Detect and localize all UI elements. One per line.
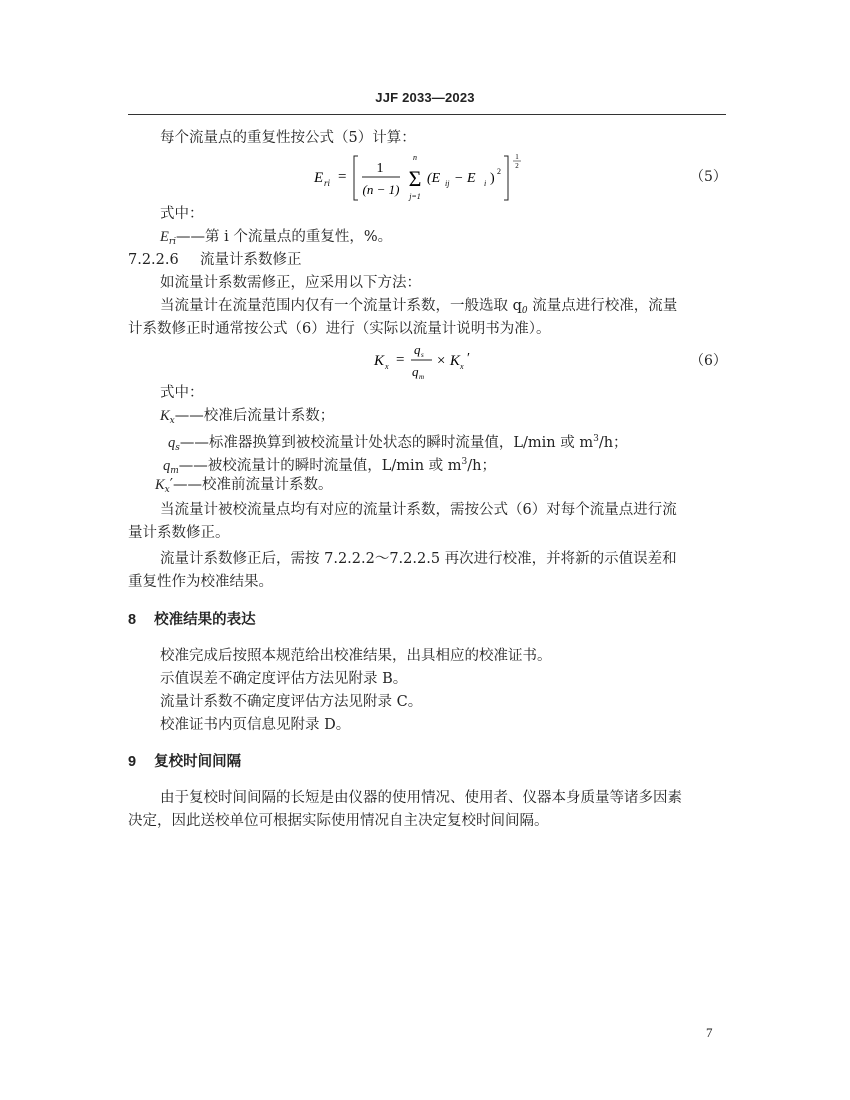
def-qm-var: q: [163, 458, 171, 474]
section-9-heading: [128, 752, 241, 772]
each-point-line1: 当流量计被校流量点均有对应的流量计系数，需按公式（6）对每个流量点进行流: [160, 502, 677, 518]
f5-term-close: ): [490, 171, 495, 186]
f6-times-K: × K: [436, 353, 460, 369]
s8-line-4: 校准证书内页信息见附录 D。: [160, 717, 351, 733]
section-9-number: 9: [128, 754, 137, 770]
single-coefficient-line1: [160, 296, 677, 321]
formula-5-number: （5）: [690, 169, 727, 185]
def-Kx-sub: x: [169, 416, 175, 426]
where-label-1: 式中：: [160, 206, 204, 222]
def-qs-tail: /h；: [598, 435, 628, 451]
definition-Kx-prime: [155, 475, 333, 500]
def-Kxp-var: K: [155, 477, 165, 493]
formula-6: [370, 338, 510, 384]
section-8-title: 校准结果的表达: [154, 612, 256, 628]
def-E-sub: ri: [168, 237, 177, 247]
single-coefficient-line2: 计系数修正时通常按公式（6）进行（实际以流量计说明书为准）。: [128, 321, 551, 337]
s8-line-2: 示值误差不确定度评估方法见附录 B。: [160, 671, 408, 687]
def-qm-sup: 3: [461, 457, 468, 467]
where-label-2: 式中：: [160, 385, 204, 401]
f5-outer-pow-num: 1: [515, 153, 519, 161]
f5-term-sub2: i: [484, 179, 487, 188]
formula-6-number: （6）: [690, 353, 727, 369]
f6-equals: =: [396, 352, 405, 368]
s9-line-1: 由于复校时间间隔的长短是由仪器的使用情况、使用者、仪器本身质量等诸多因素: [160, 790, 682, 806]
f6-num-sub: s: [421, 351, 424, 359]
s9-line-2: 决定，因此送校单位可根据实际使用情况自主决定复校时间间隔。: [128, 813, 549, 829]
f5-sum-top: n: [413, 153, 417, 162]
f6-den: q: [412, 364, 419, 379]
f5-sigma: Σ: [408, 166, 422, 191]
header-rule: [128, 114, 726, 115]
running-header: JJF 2033—2023: [375, 90, 475, 105]
def-qm-sub: m: [170, 466, 179, 476]
modify-intro: 如流量计系数需修正，应采用以下方法：: [160, 275, 421, 291]
f5-term-mid: − E: [454, 171, 476, 186]
f5-term-sub1: ij: [445, 179, 450, 188]
section-9-title: 复校时间间隔: [154, 754, 242, 770]
f5-lhs: E: [314, 170, 324, 186]
single-line1-sub: 0: [521, 306, 528, 316]
single-line1-b: 流量点进行校准，流量: [527, 298, 678, 314]
def-qm-text: ——被校流量计的瞬时流量值，L/min 或 m: [178, 458, 462, 474]
definition-Kx: [160, 406, 334, 431]
page-number: 7: [706, 1025, 713, 1040]
def-Kx-text: ——校准后流量计系数；: [174, 408, 335, 424]
f6-num: q: [414, 342, 421, 357]
formula-5: [300, 150, 560, 206]
f5-right-bracket: [504, 156, 508, 200]
f5-den: (n − 1): [362, 182, 400, 197]
single-line1-a: 当流量计在流量范围内仅有一个流量计系数，一般选取 q: [160, 298, 522, 314]
f5-num: 1: [376, 161, 384, 176]
def-Kxp-text: ——校准前流量计系数。: [173, 477, 333, 493]
f6-lhs: K: [374, 353, 385, 369]
section-8-heading: [128, 610, 256, 630]
def-E-text: ——第 i 个流量点的重复性，%。: [176, 229, 393, 245]
def-Kxp-sub: x: [164, 485, 170, 495]
def-qs-var: q: [168, 435, 176, 451]
def-qs-sup: 3: [593, 434, 599, 444]
def-Kx-var: K: [160, 408, 170, 424]
after-modify-line2: 重复性作为校准结果。: [128, 574, 273, 590]
f6-den-sub: m: [419, 373, 425, 381]
f6-lhs-sub: x: [385, 362, 389, 371]
after-modify-line1: 流量计系数修正后，需按 7.2.2.2～7.2.2.5 再次进行校准，并将新的示值误差和: [160, 551, 677, 567]
f5-lhs-sub: ri: [324, 178, 331, 188]
section-8-number: 8: [128, 612, 137, 628]
each-point-line2: 量计系数修正。: [128, 525, 230, 541]
def-qs-text: ——标准器换算到被校流量计处状态的瞬时流量值，L/min 或 m: [179, 435, 594, 451]
f5-outer-pow-den: 2: [515, 162, 519, 170]
def-qs-sub: s: [175, 443, 180, 453]
f5-left-bracket: [354, 156, 358, 200]
def-Kxp-prime: ′: [169, 477, 174, 493]
f6-prime: ′: [467, 351, 471, 366]
def-qm-tail: /h；: [467, 458, 496, 474]
f5-equals: =: [338, 169, 347, 185]
s8-line-1: 校准完成后按照本规范给出校准结果，出具相应的校准证书。: [160, 648, 552, 664]
f5-term-open: (E: [427, 171, 441, 186]
f5-sum-bottom: j=1: [409, 192, 421, 201]
definition-E: [160, 227, 392, 252]
section-7226-title: 流量计系数修正: [199, 252, 302, 268]
section-7226-heading: [128, 250, 301, 270]
s8-line-3: 流量计系数不确定度评估方法见附录 C。: [160, 694, 423, 710]
f6-k-sub: x: [460, 362, 464, 371]
section-7226-number: 7.2.2.6: [128, 252, 179, 268]
def-E-var: E: [160, 229, 169, 245]
f5-term-pow: 2: [497, 167, 501, 176]
repeatability-intro: 每个流量点的重复性按公式（5）计算：: [160, 130, 416, 146]
